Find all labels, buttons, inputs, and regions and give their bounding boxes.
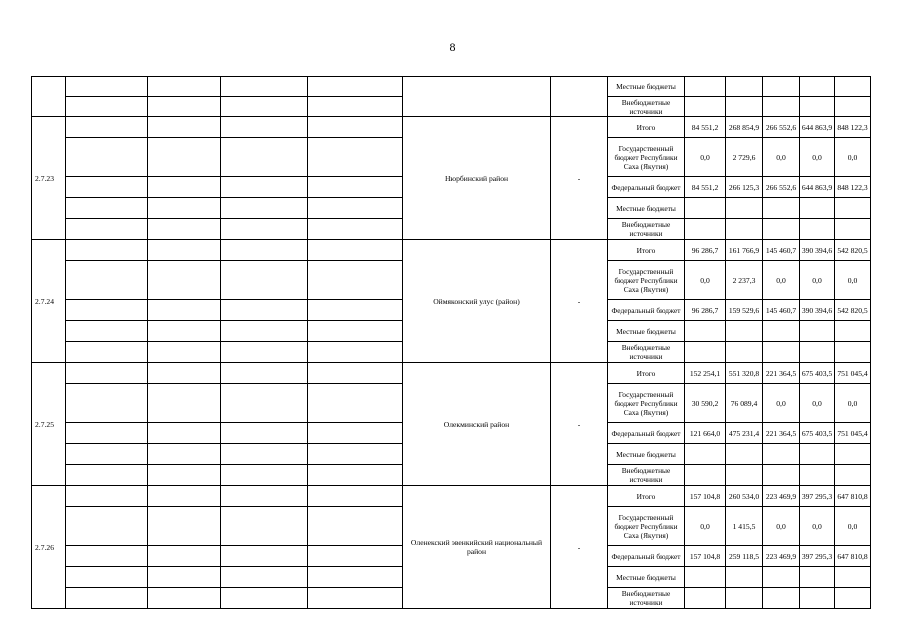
empty-cell	[221, 444, 308, 465]
amount-cell: 157 104,8	[685, 546, 726, 567]
empty-cell	[308, 567, 403, 588]
table-row	[32, 363, 871, 384]
amount-cell: 848 122,3	[835, 177, 871, 198]
empty-cell	[763, 219, 800, 240]
amount-cell: 751 045,4	[835, 363, 871, 384]
amount-cell: 397 295,3	[800, 486, 835, 507]
amount-cell: 0,0	[835, 261, 871, 300]
empty-cell	[685, 588, 726, 609]
amount-cell: 551 320,8	[726, 363, 763, 384]
amount-cell: 30 590,2	[685, 384, 726, 423]
empty-cell	[308, 321, 403, 342]
amount-cell: 647 810,8	[835, 486, 871, 507]
section-code: 2.7.26	[32, 486, 66, 609]
amount-cell: 0,0	[685, 138, 726, 177]
empty-cell	[221, 77, 308, 97]
section-code: 2.7.25	[32, 363, 66, 486]
source-label: Местные бюджеты	[608, 198, 685, 219]
empty-cell	[66, 138, 148, 177]
empty-cell	[685, 198, 726, 219]
empty-cell	[148, 342, 221, 363]
amount-cell: 223 469,9	[763, 546, 800, 567]
empty-cell	[835, 465, 871, 486]
empty-cell	[308, 423, 403, 444]
empty-cell	[221, 588, 308, 609]
empty-cell	[221, 219, 308, 240]
empty-cell	[66, 342, 148, 363]
amount-cell: 2 729,6	[726, 138, 763, 177]
empty-cell	[66, 465, 148, 486]
empty-cell	[763, 342, 800, 363]
empty-cell	[763, 444, 800, 465]
empty-cell	[308, 240, 403, 261]
amount-cell: 221 364,5	[763, 423, 800, 444]
amount-cell: 1 415,5	[726, 507, 763, 546]
empty-cell	[148, 423, 221, 444]
empty-cell	[66, 507, 148, 546]
amount-cell: 0,0	[835, 384, 871, 423]
empty-cell	[800, 588, 835, 609]
empty-cell	[835, 198, 871, 219]
empty-cell	[763, 465, 800, 486]
amount-cell: 0,0	[800, 138, 835, 177]
table-row	[32, 77, 871, 97]
source-label: Федеральный бюджет	[608, 300, 685, 321]
source-label: Федеральный бюджет	[608, 177, 685, 198]
empty-cell	[221, 486, 308, 507]
empty-cell	[835, 444, 871, 465]
amount-cell: 0,0	[763, 507, 800, 546]
source-label: Внебюджетные источники	[608, 588, 685, 609]
source-label: Внебюджетные источники	[608, 97, 685, 117]
empty-cell	[221, 97, 308, 117]
empty-cell	[308, 97, 403, 117]
amount-cell: 223 469,9	[763, 486, 800, 507]
empty-cell	[308, 198, 403, 219]
amount-cell: 0,0	[763, 384, 800, 423]
table-row	[32, 117, 871, 138]
amount-cell: 647 810,8	[835, 546, 871, 567]
empty-cell	[148, 300, 221, 321]
empty-cell	[685, 444, 726, 465]
empty-cell	[32, 77, 66, 117]
empty-cell	[685, 219, 726, 240]
table-row	[32, 240, 871, 261]
empty-cell	[66, 363, 148, 384]
amount-cell: 266 552,6	[763, 117, 800, 138]
budget-table	[31, 76, 871, 609]
empty-cell	[148, 77, 221, 97]
dash-cell: -	[551, 486, 608, 609]
empty-cell	[726, 219, 763, 240]
empty-cell	[148, 465, 221, 486]
empty-cell	[763, 77, 800, 97]
empty-cell	[308, 546, 403, 567]
empty-cell	[800, 97, 835, 117]
empty-cell	[66, 77, 148, 97]
empty-cell	[726, 567, 763, 588]
empty-cell	[685, 567, 726, 588]
empty-cell	[685, 77, 726, 97]
amount-cell: 260 534,0	[726, 486, 763, 507]
empty-cell	[66, 198, 148, 219]
empty-cell	[221, 300, 308, 321]
amount-cell: 161 766,9	[726, 240, 763, 261]
dash-cell: -	[551, 363, 608, 486]
amount-cell: 145 460,7	[763, 240, 800, 261]
empty-cell	[763, 588, 800, 609]
amount-cell: 0,0	[835, 138, 871, 177]
empty-cell	[308, 117, 403, 138]
empty-cell	[726, 588, 763, 609]
empty-cell	[685, 97, 726, 117]
amount-cell: 221 364,5	[763, 363, 800, 384]
source-label: Итого	[608, 117, 685, 138]
empty-cell	[308, 465, 403, 486]
empty-cell	[685, 342, 726, 363]
section-code: 2.7.24	[32, 240, 66, 363]
page-number: 8	[449, 40, 456, 54]
amount-cell: 145 460,7	[763, 300, 800, 321]
empty-cell	[221, 321, 308, 342]
empty-cell	[66, 321, 148, 342]
source-label: Государственный бюджет Республики Саха (Якутия)	[608, 507, 685, 546]
source-label: Внебюджетные источники	[608, 219, 685, 240]
amount-cell: 0,0	[685, 507, 726, 546]
empty-cell	[148, 240, 221, 261]
empty-cell	[308, 77, 403, 97]
amount-cell: 0,0	[835, 507, 871, 546]
empty-cell	[685, 321, 726, 342]
amount-cell: 2 237,3	[726, 261, 763, 300]
dash-cell: -	[551, 240, 608, 363]
empty-cell	[308, 261, 403, 300]
empty-cell	[148, 198, 221, 219]
empty-cell	[551, 77, 608, 117]
empty-cell	[148, 444, 221, 465]
empty-cell	[66, 117, 148, 138]
empty-cell	[221, 177, 308, 198]
empty-cell	[221, 567, 308, 588]
empty-cell	[66, 240, 148, 261]
empty-cell	[66, 177, 148, 198]
amount-cell: 751 045,4	[835, 423, 871, 444]
amount-cell: 0,0	[685, 261, 726, 300]
empty-cell	[800, 444, 835, 465]
empty-cell	[221, 240, 308, 261]
district-name: Оймяконский улус (район)	[403, 240, 551, 363]
amount-cell: 157 104,8	[685, 486, 726, 507]
empty-cell	[763, 321, 800, 342]
empty-cell	[763, 97, 800, 117]
amount-cell: 121 664,0	[685, 423, 726, 444]
empty-cell	[148, 546, 221, 567]
district-name: Олекминский район	[403, 363, 551, 486]
empty-cell	[148, 588, 221, 609]
amount-cell: 542 820,5	[835, 240, 871, 261]
empty-cell	[66, 384, 148, 423]
amount-cell: 159 529,6	[726, 300, 763, 321]
source-label: Итого	[608, 240, 685, 261]
empty-cell	[308, 342, 403, 363]
empty-cell	[800, 567, 835, 588]
empty-cell	[148, 261, 221, 300]
empty-cell	[308, 219, 403, 240]
empty-cell	[835, 567, 871, 588]
amount-cell: 0,0	[800, 384, 835, 423]
amount-cell: 0,0	[763, 261, 800, 300]
source-label: Государственный бюджет Республики Саха (Якутия)	[608, 261, 685, 300]
source-label: Внебюджетные источники	[608, 465, 685, 486]
amount-cell: 266 552,6	[763, 177, 800, 198]
empty-cell	[66, 546, 148, 567]
empty-cell	[221, 423, 308, 444]
empty-cell	[221, 261, 308, 300]
empty-cell	[800, 77, 835, 97]
amount-cell: 266 125,3	[726, 177, 763, 198]
empty-cell	[726, 198, 763, 219]
amount-cell: 675 403,5	[800, 363, 835, 384]
amount-cell: 390 394,6	[800, 300, 835, 321]
empty-cell	[835, 588, 871, 609]
empty-cell	[148, 567, 221, 588]
amount-cell: 848 122,3	[835, 117, 871, 138]
amount-cell: 397 295,3	[800, 546, 835, 567]
district-name: Нюрбинский район	[403, 117, 551, 240]
empty-cell	[308, 300, 403, 321]
empty-cell	[800, 198, 835, 219]
empty-cell	[800, 219, 835, 240]
source-label: Местные бюджеты	[608, 321, 685, 342]
empty-cell	[66, 300, 148, 321]
empty-cell	[148, 363, 221, 384]
source-label: Федеральный бюджет	[608, 423, 685, 444]
empty-cell	[308, 363, 403, 384]
empty-cell	[308, 486, 403, 507]
empty-cell	[221, 507, 308, 546]
amount-cell: 84 551,2	[685, 177, 726, 198]
empty-cell	[726, 77, 763, 97]
amount-cell: 644 863,9	[800, 177, 835, 198]
empty-cell	[308, 588, 403, 609]
amount-cell: 390 394,6	[800, 240, 835, 261]
amount-cell: 84 551,2	[685, 117, 726, 138]
empty-cell	[221, 198, 308, 219]
amount-cell: 475 231,4	[726, 423, 763, 444]
amount-cell: 96 286,7	[685, 300, 726, 321]
empty-cell	[148, 97, 221, 117]
empty-cell	[726, 97, 763, 117]
empty-cell	[66, 567, 148, 588]
amount-cell: 76 089,4	[726, 384, 763, 423]
source-label: Местные бюджеты	[608, 77, 685, 97]
empty-cell	[800, 342, 835, 363]
empty-cell	[763, 198, 800, 219]
empty-cell	[835, 97, 871, 117]
empty-cell	[148, 384, 221, 423]
amount-cell: 0,0	[763, 138, 800, 177]
section-code: 2.7.23	[32, 117, 66, 240]
amount-cell: 542 820,5	[835, 300, 871, 321]
amount-cell: 675 403,5	[800, 423, 835, 444]
district-name: Оленекский эвенкийский национальный район	[403, 486, 551, 609]
source-label: Государственный бюджет Республики Саха (Якутия)	[608, 138, 685, 177]
empty-cell	[800, 465, 835, 486]
empty-cell	[148, 138, 221, 177]
empty-cell	[835, 342, 871, 363]
amount-cell: 0,0	[800, 507, 835, 546]
empty-cell	[221, 384, 308, 423]
empty-cell	[66, 486, 148, 507]
source-label: Местные бюджеты	[608, 567, 685, 588]
empty-cell	[685, 465, 726, 486]
source-label: Итого	[608, 486, 685, 507]
empty-cell	[308, 138, 403, 177]
empty-cell	[308, 444, 403, 465]
empty-cell	[221, 342, 308, 363]
amount-cell: 644 863,9	[800, 117, 835, 138]
empty-cell	[66, 219, 148, 240]
source-label: Государственный бюджет Республики Саха (Якутия)	[608, 384, 685, 423]
amount-cell: 152 254,1	[685, 363, 726, 384]
empty-cell	[66, 261, 148, 300]
empty-cell	[835, 219, 871, 240]
empty-cell	[308, 507, 403, 546]
empty-cell	[148, 177, 221, 198]
empty-cell	[726, 342, 763, 363]
empty-cell	[835, 77, 871, 97]
empty-cell	[148, 507, 221, 546]
empty-cell	[763, 567, 800, 588]
empty-cell	[66, 97, 148, 117]
empty-cell	[726, 444, 763, 465]
empty-cell	[221, 465, 308, 486]
empty-cell	[221, 546, 308, 567]
empty-cell	[726, 465, 763, 486]
empty-cell	[66, 423, 148, 444]
empty-cell	[148, 219, 221, 240]
empty-cell	[221, 138, 308, 177]
source-label: Федеральный бюджет	[608, 546, 685, 567]
table-row	[32, 486, 871, 507]
source-label: Итого	[608, 363, 685, 384]
empty-cell	[835, 321, 871, 342]
source-label: Местные бюджеты	[608, 444, 685, 465]
empty-cell	[308, 177, 403, 198]
empty-cell	[726, 321, 763, 342]
source-label: Внебюджетные источники	[608, 342, 685, 363]
amount-cell: 0,0	[800, 261, 835, 300]
empty-cell	[66, 588, 148, 609]
amount-cell: 96 286,7	[685, 240, 726, 261]
empty-cell	[148, 486, 221, 507]
dash-cell: -	[551, 117, 608, 240]
empty-cell	[66, 444, 148, 465]
amount-cell: 259 118,5	[726, 546, 763, 567]
empty-cell	[148, 117, 221, 138]
empty-cell	[403, 77, 551, 117]
empty-cell	[308, 384, 403, 423]
empty-cell	[800, 321, 835, 342]
empty-cell	[148, 321, 221, 342]
empty-cell	[221, 117, 308, 138]
amount-cell: 268 854,9	[726, 117, 763, 138]
empty-cell	[221, 363, 308, 384]
